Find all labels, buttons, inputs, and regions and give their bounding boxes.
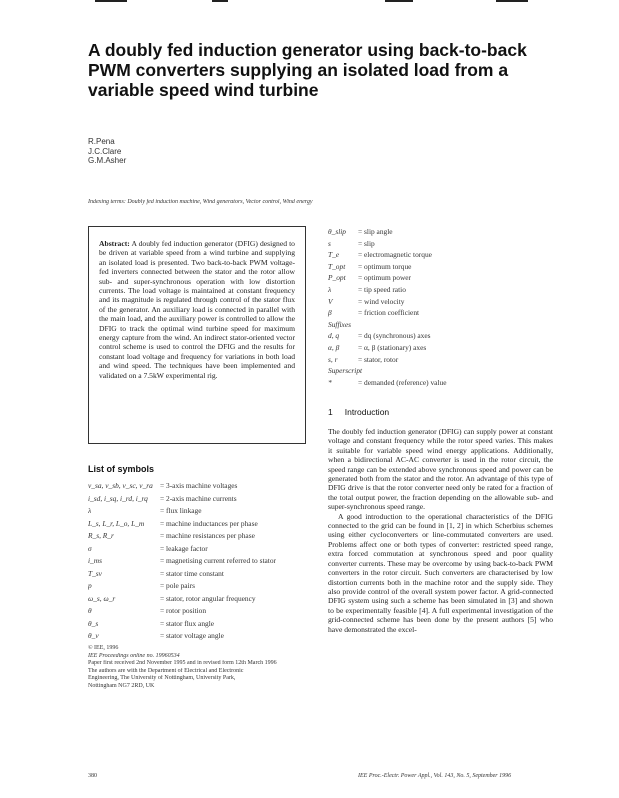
suffixes-heading: Suffixes: [328, 319, 351, 329]
section-number: 1: [328, 407, 333, 417]
author: G.M.Asher: [88, 156, 127, 165]
copyright: © IEE, 1996: [88, 645, 119, 651]
paper-title: A doubly fed induction generator using back-to-back PWM converters supplying an isolated load from a variable speed wind turbine: [88, 40, 527, 100]
suffix-row: d, q = dq (synchronous) axes: [328, 331, 431, 341]
symbol-row: T_opt = optimum torque: [328, 261, 412, 271]
affiliation-line: The authors are with the Department of Electrical and Electronic: [88, 667, 244, 674]
symbol-row: p = pole pairs: [88, 581, 195, 590]
symbol-row: P_opt = optimum power: [328, 273, 412, 283]
abstract-text: A doubly fed induction generator (DFIG) designed to be driven at variable speed from a wind turbine and supplying an isolated load is presented. Two back-to-back PWM voltage-fed inverters connected between the stator and the rotor allow sub- and super-synchronous operation with low distortion currents. The load voltage is maintained at constant frequency and its magnitude is regulated through control of the stator flux of the generator. An auxiliary load is connected in parallel with the main load, and the auxiliary power is controlled to allow the DFIG to track the optimal wind turbine speed for maximum energy capture from the wind. An indirect stator-oriented vector control scheme is used to control the DFIG and the results for constant load voltage and frequency for variations in both load and wind speed. The techniques have been implemented and validated on a 7.5kW experimental rig.: [99, 239, 295, 380]
affiliation-line: Engineering, The University of Nottingham, University Park,: [88, 675, 236, 682]
symbol-row: V = wind velocity: [328, 296, 405, 306]
author: R.Pena: [88, 137, 115, 146]
symbol-row: v_sa, v_sb, v_sc, v_ra = 3-axis machine voltages: [88, 481, 238, 490]
symbol-row: λ = tip speed ratio: [328, 284, 406, 294]
suffix-row: α, β = α, β (stationary) axes: [328, 342, 427, 352]
section-heading: [328, 407, 401, 417]
symbol-row: R_s, R_r = machine resistances per phase: [88, 531, 255, 540]
symbol-row: θ_s = stator flux angle: [88, 618, 215, 628]
author: J.C.Clare: [88, 146, 122, 156]
superscript-row: * = demanded (reference) value: [328, 377, 447, 387]
paper-notes: [88, 645, 308, 691]
header-rule-3: [385, 0, 413, 2]
symbol-row: θ = rotor position: [88, 606, 207, 615]
symbol-row: θ_v = stator voltage angle: [88, 631, 224, 640]
symbol-row: λ = flux linkage: [88, 506, 202, 515]
introduction-body: [328, 427, 553, 634]
list-of-symbols-heading: List of symbols: [88, 464, 155, 474]
suffix-row: s, r = stator, rotor: [328, 354, 399, 364]
symbol-row: T_e = electromagnetic torque: [328, 250, 432, 260]
superscript-heading: Superscript: [328, 366, 363, 376]
header-rule-2: [212, 0, 228, 2]
paragraph: The doubly fed induction generator (DFIG) can supply power at constant voltage and constant frequency while the rotor speed varies. This makes it suitable for variable speed wind energy applications. Additionally, when a bidirectional AC-AC converter is used in the rotor circuit, the speed range can be extended above synchronous speed and power can be generated both from the stator and the rotor. An advantage of this type of DFIG drive is that the rotor converter need only be rated for a fraction of the total output power, the fraction depending on the allowable sub- and super-synchronous speed range.: [328, 427, 553, 512]
symbol-list-right: [328, 226, 447, 388]
affiliation-line: Nottingham NG7 2RD, UK: [88, 682, 155, 689]
abstract-label: Abstract:: [99, 239, 130, 248]
abstract-box: [88, 226, 306, 444]
symbol-row: T_sv = stator time constant: [88, 568, 224, 578]
received-note: Paper first received 2nd November 1995 and in revised form 12th March 1996: [88, 660, 277, 667]
symbol-row: ω_s, ω_r = stator, rotor angular frequency: [88, 593, 256, 603]
journal-footer: IEE Proc.-Electr. Power Appl., Vol. 143, No. 5, September 1996: [358, 773, 512, 779]
symbol-row: i_ms = magnetising current referred to stator: [88, 556, 277, 565]
header-rule-1: [95, 0, 127, 2]
paragraph: A good introduction to the operational characteristics of the DFIG connected to the grid can be found in [1, 2] in which Scherbius schemes using either cycloconverters or line-commutated converters are used. Problems affect one or both types of converter: restricted speed range, extra forced commutation at synchronous speed and poor quality converter currents. These may be overcome by using back-to-back PWM converters in the rotor circuit. Such converters are characterised by low distortion currents both in the machine rotor and the supply side. They also provide control of the overall system power factor. A grid-connected DFIG system using such a scheme has been simulated in [3] and shown to be experimentally feasible [4]. A full experimental investigation of the grid-connected scheme has been done by the present authors [5] who have demonstrated the excel-: [328, 511, 553, 634]
symbol-row: σ = leakage factor: [88, 543, 208, 553]
symbol-list-left: [88, 480, 276, 643]
symbol-row: s = slip: [328, 238, 375, 248]
symbol-row: i_sd, i_sq, i_rd, i_rq = 2-axis machine currents: [88, 493, 237, 503]
proceedings-id: IEE Proceedings online no. 19960534: [88, 652, 180, 659]
page-number: 380: [88, 773, 97, 779]
indexing-terms: Indexing terms: Doubly fed induction machine, Wind generators, Vector control, Wind energy: [88, 199, 313, 205]
symbol-row: L_s, L_r, L_o, L_m = machine inductances per phase: [88, 518, 258, 528]
symbol-row: θ_slip = slip angle: [328, 227, 393, 236]
author-list: [88, 137, 126, 166]
header-rule-4: [496, 0, 528, 2]
symbol-row: β = friction coefficient: [328, 308, 420, 318]
section-title: Introduction: [344, 407, 390, 417]
